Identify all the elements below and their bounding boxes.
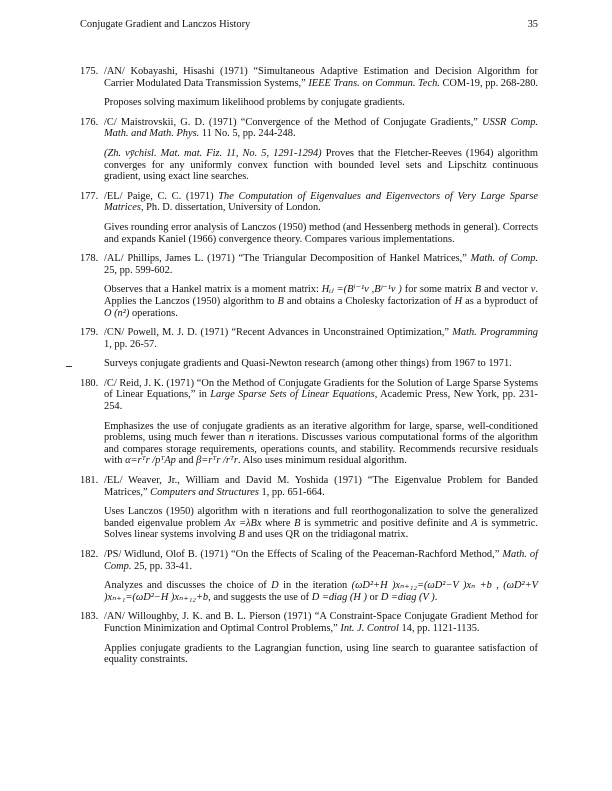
text-run: /AN/ Willoughby, J. K. and B. L. Pierson (1971) “A Constraint-Space Conjugate Gradient Method for Function Minimization and Optimal Control Problems,”: [104, 611, 538, 634]
text-run: and: [175, 455, 197, 467]
italic-text: USSR Comp. Math. and Math. Phys.: [104, 116, 538, 140]
text-run: . Also uses minimum residual algorithm.: [237, 455, 407, 467]
bibliography-entry: [80, 327, 538, 370]
text-run: in the iteration: [278, 580, 352, 592]
entry-citation: [104, 475, 538, 498]
italic-text: Math. of Comp.: [104, 549, 538, 572]
text-run: .: [434, 591, 438, 603]
entry-annotation: [104, 284, 538, 319]
text-run: 25, pp. 33-41.: [131, 560, 193, 572]
entry-citation: [104, 611, 538, 634]
text-run: 1, pp. 651-664.: [258, 486, 325, 498]
italic-text: v: [530, 284, 536, 296]
text-run: where: [261, 517, 295, 529]
entry-number: 177.: [80, 190, 99, 202]
entry-citation: [104, 327, 538, 350]
text-run: /PS/ Widlund, Olof B. (1971) “On the Effects of Scaling of the Peaceman-Rachford Method,”: [104, 549, 503, 560]
entry-annotation: [104, 148, 538, 183]
bibliography-entry: [80, 117, 538, 183]
text-run: or: [366, 591, 381, 603]
text-run: , and suggests the use of: [208, 591, 312, 603]
entry-annotation: [104, 421, 538, 467]
text-run: 14, pp. 1121-1135.: [398, 622, 480, 634]
bibliography-entry: [80, 378, 538, 467]
italic-text: O (n²): [104, 307, 130, 319]
entry-number: 178.: [80, 253, 99, 265]
entry-number: 176.: [80, 116, 99, 128]
italic-text: (ωD²+H )xₙ₊₁₂=(ωD²−V )xₙ +b , (ωD²+V )xₙ₊₁=(ωD²−H )xₙ₊₁₂+b: [104, 580, 538, 603]
running-header: [80, 19, 538, 31]
italic-text: Computers and Structures: [150, 486, 259, 498]
text-run: 11 No. 5, pp. 244-248.: [199, 128, 296, 140]
entry-citation: [104, 66, 538, 89]
bibliography-entry: [80, 253, 538, 319]
italic-text: β=rᵀr /rᵀr: [196, 455, 238, 467]
italic-text: The Computation of Eigenvalues and Eigenvectors of Very Large Sparse Matrices: [104, 190, 538, 214]
text-run: is symmetric and positive definite and: [300, 517, 472, 529]
text-run: Gives rounding error analysis of Lanczos (1950) method (and Hessenberg methods in general). Corrects and expands Kaniel (1966) convergence theory. Compares various implementations.: [104, 221, 538, 245]
text-run: Applies conjugate gradients to the Lagrangian function, using line search to guarantee satisfaction of equality constraints.: [104, 642, 538, 666]
text-run: and vector: [481, 284, 531, 296]
italic-text: n: [248, 432, 254, 444]
italic-text: Math. Programming: [452, 327, 538, 339]
text-run: 25, pp. 599-602.: [104, 264, 173, 276]
page-number: 35: [527, 19, 538, 30]
running-title: Conjugate Gradient and Lanczos History: [80, 19, 251, 30]
italic-text: B: [294, 517, 301, 529]
text-run: as a byproduct of: [462, 295, 539, 307]
text-run: Emphasizes the use of conjugate gradients as an iterative algorithm for large, sparse, well-conditioned problems, using much fewer than: [104, 420, 538, 444]
entry-citation: [104, 253, 538, 276]
entry-number: 183.: [80, 611, 99, 623]
entry-annotation: [104, 506, 538, 541]
italic-text: H: [454, 295, 463, 307]
entry-citation: [104, 378, 538, 413]
text-run: /EL/ Weaver, Jr., William and David M. Yoshida (1971) “The Eigenvalue Problem for Banded Matrices,”: [104, 475, 538, 498]
text-run: COM-19, pp. 268-280.: [439, 77, 539, 89]
entry-annotation: [104, 222, 538, 245]
text-run: , Academic Press, New York, pp. 231-254.: [104, 389, 538, 413]
entry-number: 182.: [80, 549, 99, 560]
bibliography-entry: [80, 611, 538, 665]
italic-text: D =diag (V ): [380, 591, 435, 603]
italic-text: B: [474, 284, 482, 296]
italic-text: A: [471, 517, 478, 529]
text-run: operations.: [129, 307, 178, 319]
bibliography-list: [80, 66, 538, 674]
italic-text: Hᵢⱼ =(Bⁱ⁻¹v ,Bʲ⁻¹v ): [321, 284, 402, 296]
italic-text: D: [271, 580, 279, 592]
bibliography-entry: [80, 66, 538, 109]
bibliography-entry: [80, 191, 538, 245]
italic-text: IEEE Trans. on Commun. Tech.: [308, 77, 440, 89]
entry-citation: [104, 549, 538, 572]
text-run: Analyzes and discusses the choice of: [104, 580, 272, 592]
text-run: /C/ Maistrovskii, G. D. (1971) “Convergence of the Method of Conjugate Gradients,”: [104, 116, 483, 128]
text-run: /AN/ Kobayashi, Hisashi (1971) “Simultaneous Adaptive Estimation and Decision Algorithm for Carrier Modulated Data Transmission Systems,”: [104, 66, 538, 89]
text-run: . Applies the Lanczos (1950) algorithm to: [104, 284, 538, 307]
text-run: /EL/ Paige, C. C. (1971): [104, 190, 219, 202]
italic-text: (Zh. vȳchisl. Mat. mat. Fiz. 11, No. 5, 1291-1294): [104, 147, 322, 159]
entry-annotation: [104, 643, 538, 666]
text-run: and obtains a Cholesky factorization of: [283, 295, 455, 307]
entry-number: 180.: [80, 377, 99, 389]
text-run: /CN/ Powell, M. J. D. (1971) “Recent Advances in Unconstrained Optimization,”: [104, 327, 453, 339]
text-run: and uses QR on the tridiagonal matrix.: [244, 529, 409, 541]
entry-annotation: [104, 358, 538, 370]
bibliography-entry: [80, 475, 538, 541]
text-run: Uses Lanczos (1950) algorithm with n iterations and full reorthogonalization to solve the generalized banded eigenvalue problem: [104, 506, 538, 529]
italic-text: Ax =λBx: [224, 517, 262, 529]
italic-text: Large Sparse Sets of Linear Equations: [210, 389, 375, 401]
text-run: Surveys conjugate gradients and Quasi-Newton research (among other things) from 1967 to 1971.: [104, 358, 512, 370]
entry-annotation: [104, 580, 538, 603]
text-run: Proves that the Fletcher-Reeves (1964) algorithm converges for any uniformly convex function with bounded level sets and Lipschitz continuous gradient, using exact line searches.: [104, 147, 538, 183]
margin-mark: [66, 366, 72, 367]
entry-citation: [104, 117, 538, 140]
text-run: is symmetric. Solves linear systems involving: [104, 517, 538, 541]
text-run: , Ph. D. dissertation, University of London.: [140, 202, 321, 214]
entry-number: 181.: [80, 475, 99, 487]
italic-text: D =diag (H ): [311, 591, 367, 603]
text-run: Observes that a Hankel matrix is a moment matrix:: [104, 284, 322, 296]
entry-number: 179.: [80, 327, 99, 339]
bibliography-entry: [80, 549, 538, 603]
italic-text: Int. J. Control: [340, 622, 399, 634]
text-run: /C/ Reid, J. K. (1971) “On the Method of Conjugate Gradients for the Solution of Large Sparse Systems of Linear Equations,” in: [104, 377, 538, 401]
italic-text: Math. of Comp.: [470, 253, 539, 265]
text-run: iterations. Discusses various computational forms of the algorithm and compares storage requirements, operations counts, and stability. Recommends recursive residuals with: [104, 432, 538, 467]
text-run: 1, pp. 26-57.: [104, 338, 157, 350]
italic-text: B: [277, 295, 284, 307]
italic-text: α=rᵀr /pᵀAp: [125, 455, 176, 467]
entry-citation: [104, 191, 538, 214]
italic-text: B: [238, 529, 245, 541]
text-run: for some matrix: [401, 284, 475, 296]
entry-annotation: [104, 97, 538, 109]
entry-number: 175.: [80, 66, 99, 77]
text-run: Proposes solving maximum likelihood problems by conjugate gradients.: [104, 97, 405, 109]
text-run: /AL/ Phillips, James L. (1971) “The Triangular Decomposition of Hankel Matrices,”: [104, 253, 471, 265]
